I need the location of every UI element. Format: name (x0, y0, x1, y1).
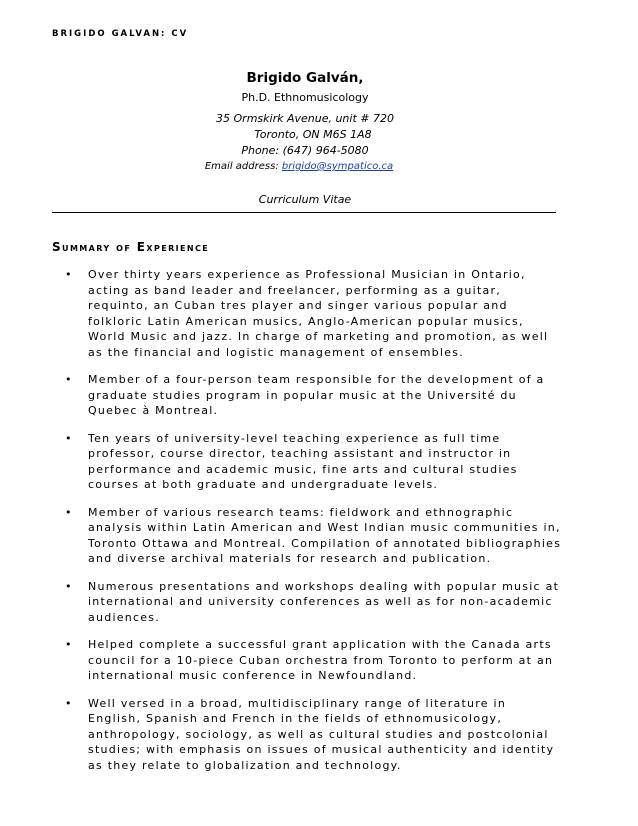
email-line (0, 159, 610, 175)
degree: Ph.D. Ethnomusicology (241, 91, 369, 104)
header-divider (52, 212, 556, 213)
list-item-text: Numerous presentations and workshops dealing with popular music at international and university conferences as well as for non-academic audiences. (88, 579, 560, 624)
address-line-1: 35 Ormskirk Avenue, unit # 720 (216, 112, 394, 125)
list-item (62, 267, 562, 360)
list-item-text: Helped complete a successful grant application with the Canada arts council for a 10-piece Cuban orchestra from Toronto to perform at an international music conference in Newfoundland. (88, 638, 554, 682)
bullet-icon: • (65, 505, 73, 519)
running-head: BRIGIDO GALVAN: CV (52, 29, 189, 39)
cv-header (0, 70, 610, 206)
document-title: Curriculum Vitae (258, 193, 352, 206)
list-item (62, 431, 562, 493)
section-title: Summary of Experience (52, 240, 210, 254)
bullet-icon: • (65, 638, 73, 651)
list-item-text: Member of a four-person team responsible for the development of a graduate studies program in popular music at the Université du Quebec à Montreal. (88, 373, 545, 417)
summary-list (62, 267, 562, 785)
list-item (62, 505, 562, 567)
list-item (62, 637, 562, 684)
list-item-text: Member of various research teams: fieldwork and ethnographic analysis within Latin American and West Indian music communities in, Toronto Ottawa and Montreal. Compilation of annotated bibliographies and diverse archival materials for research and publication. (88, 505, 562, 565)
list-item-text: Well versed in a broad, multidisciplinary range of literature in English, Spanish and French in the fields of ethnomusicology, anthropology, sociology, as well as cultural studies and postcolonial studies; with emphasis on issues of musical authenticity and identity as they relate to globalization and technology. (88, 696, 555, 772)
bullet-icon: • (65, 431, 73, 445)
address-line-2: Toronto, ON M6S 1A8 (254, 128, 372, 141)
person-name: Brigido Galván, (246, 70, 364, 86)
email-label: Email address: (204, 161, 282, 172)
bullet-icon: • (65, 268, 73, 281)
list-item-text: Ten years of university-level teaching experience as full time professor, course director, teaching assistant and instructor in performance and academic music, fine arts and cultural studies courses at both graduate and undergraduate levels. (88, 431, 518, 491)
phone: Phone: (647) 964-5080 (241, 144, 369, 157)
list-item-text: Over thirty years experience as Professional Musician in Ontario, acting as band leader and freelancer, performing as a guitar, requinto, an Cuban tres player and singer various popular and folkloric Latin American musics, Anglo-American popular musics, World Music and jazz. In charge of marketing and promotion, as well as the financial and logistic management of ensembles. (88, 268, 549, 359)
list-item (62, 372, 562, 419)
list-item (62, 579, 562, 626)
bullet-icon: • (65, 373, 73, 386)
email-link[interactable]: brigido@sympatico.ca (281, 161, 394, 172)
bullet-icon: • (65, 696, 73, 710)
bullet-icon: • (65, 579, 73, 593)
list-item (62, 696, 562, 774)
